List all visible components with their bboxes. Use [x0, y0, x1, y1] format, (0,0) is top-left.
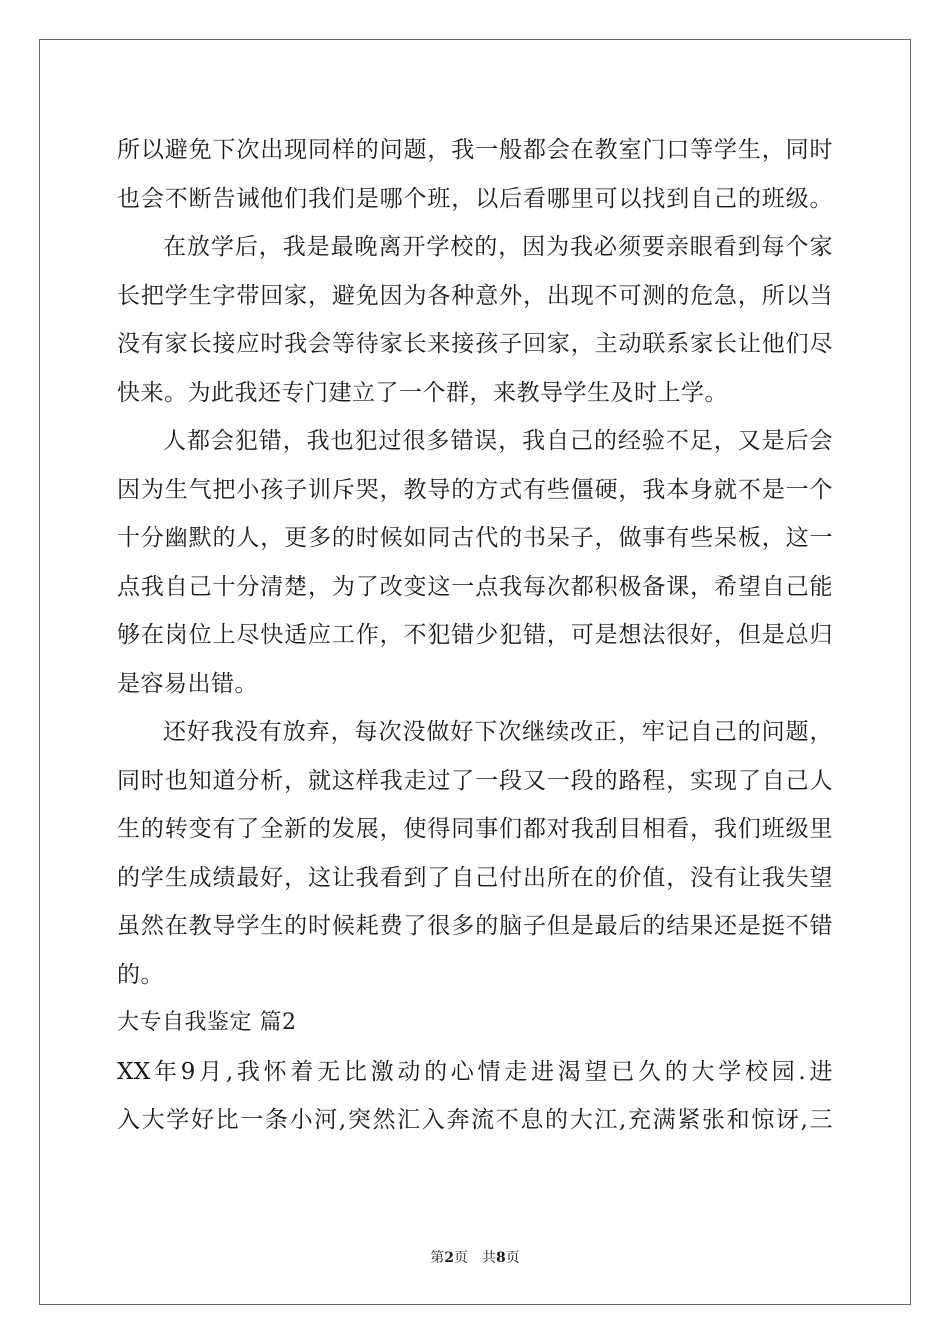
- page-number: 2: [444, 1250, 454, 1266]
- text-line: 同时也知道分析，就这样我走过了一段又一段的路程，实现了自己人: [117, 767, 833, 794]
- text-line: 是容易出错。: [117, 670, 258, 697]
- page-suffix: 页: [454, 1250, 468, 1266]
- text-line: 在放学后，我是最晚离开学校的，因为我必须要亲眼看到每个家: [163, 234, 833, 260]
- total-pages: 8: [496, 1250, 506, 1266]
- text-line: 十分幽默的人，更多的时候如同古代的书呆子，做事有些呆板，这一: [117, 525, 833, 551]
- text-line: 生的转变有了全新的发展，使得同事们都对我刮目相看，我们班级里: [117, 816, 833, 842]
- total-suffix: 页: [505, 1250, 520, 1266]
- section-body-text: [117, 1048, 833, 1145]
- text-line: 点我自己十分清楚，为了改变这一点我每次都积极备课，希望自己能: [117, 573, 833, 600]
- text-line: 入大学好比一条小河,突然汇入奔流不息的大江,充满紧张和惊讶,三: [117, 1107, 833, 1133]
- text-line: XX年9月,我怀着无比激动的心情走进渴望已久的大学校园.进: [117, 1058, 833, 1085]
- text-line: 长把学生字带回家，避免因为各种意外，出现不可测的危急，所以当: [117, 282, 833, 309]
- text-line: 因为生气把小孩子训斥哭，教导的方式有些僵硬，我本身就不是一个: [117, 476, 833, 503]
- document-body: [117, 126, 833, 1145]
- page-footer: [0, 1247, 950, 1267]
- text-line: 虽然在教导学生的时候耗费了很多的脑子但是最后的结果还是挺不错: [117, 913, 833, 939]
- text-line: 所以避免下次出现同样的问题，我一般都会在教室门口等学生，同时: [117, 137, 833, 163]
- text-line: 人都会犯错，我也犯过很多错误，我自己的经验不足，又是后会: [163, 428, 833, 454]
- total-prefix: 共: [482, 1250, 496, 1266]
- page-prefix: 第: [430, 1250, 445, 1266]
- text-line: 还好我没有放弃，每次没做好下次继续改正，牢记自己的问题，: [163, 719, 833, 745]
- text-line: 没有家长接应时我会等待家长来接孩子回家，主动联系家长让他们尽: [117, 331, 833, 357]
- text-line: 快来。为此我还专门建立了一个群，来教导学生及时上学。: [117, 379, 728, 406]
- section-heading: 大专自我鉴定 篇2: [117, 1010, 297, 1035]
- text-line: 够在岗位上尽快适应工作，不犯错少犯错，可是想法很好，但是总归: [117, 622, 833, 648]
- text-line: 的学生成绩最好，这让我看到了自己付出所在的价值，没有让我失望: [117, 864, 833, 891]
- text-line: 也会不断告诫他们我们是哪个班，以后看哪里可以找到自己的班级。: [117, 185, 833, 212]
- body-text: [117, 126, 833, 999]
- text-line: 的。: [117, 961, 164, 988]
